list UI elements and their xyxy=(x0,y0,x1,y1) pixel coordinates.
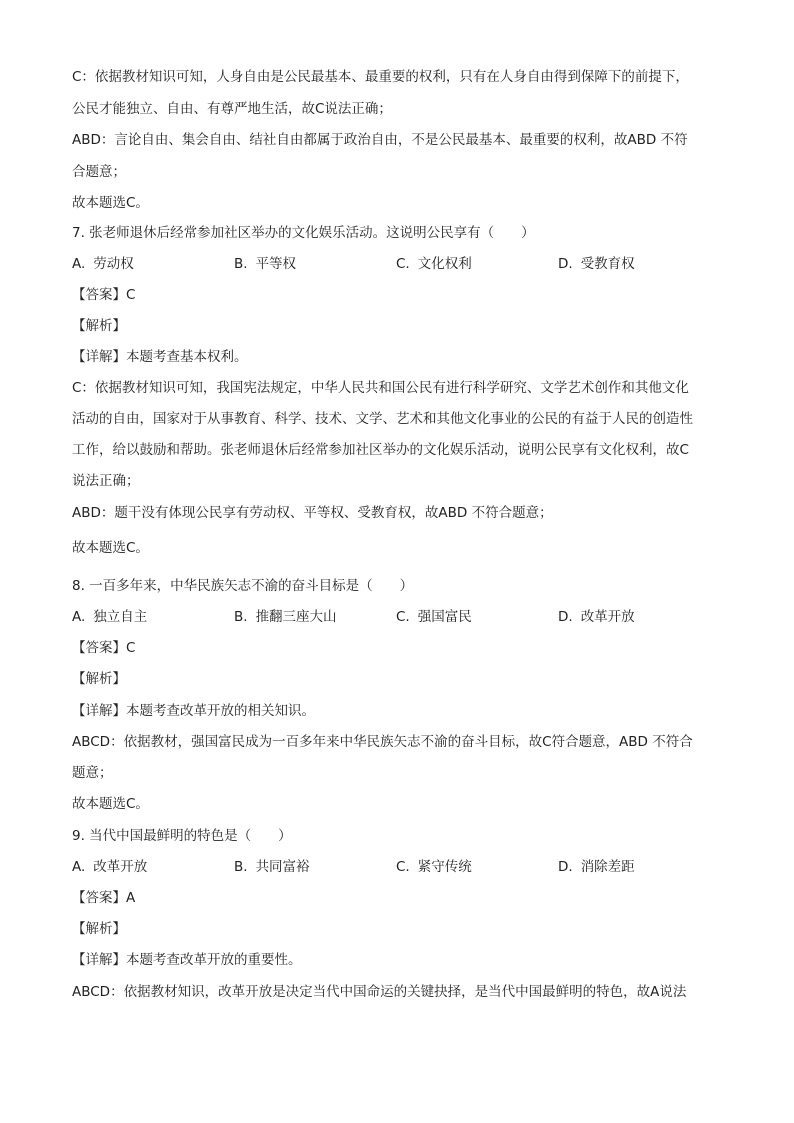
option-b: B. 平等权 xyxy=(234,256,297,272)
explain-line: 工作，给以鼓励和帮助。张老师退休后经常参加社区举办的文化娱乐活动，说明公民享有文化权利，故C xyxy=(72,442,689,458)
answer-value: A xyxy=(126,890,136,906)
detail-label: 【详解】 xyxy=(72,703,126,719)
text-line: 合题意； xyxy=(72,164,126,180)
option-b: B. 共同富裕 xyxy=(234,859,310,875)
detail-text: 本题考查基本权利。 xyxy=(126,349,248,365)
explain-line: 故本题选C。 xyxy=(72,540,149,556)
detail-line-8 xyxy=(72,702,315,720)
analysis-label-7: 【解析】 xyxy=(72,318,126,334)
question-stem-9: 9. 当代中国最鲜明的特色是（ ） xyxy=(72,828,292,844)
option-a: A. 改革开放 xyxy=(72,859,148,875)
detail-line-9 xyxy=(72,951,302,969)
answer-label: 【答案】 xyxy=(72,287,126,303)
analysis-label-8: 【解析】 xyxy=(72,671,126,687)
explain-line: 题意； xyxy=(72,765,113,781)
text-line: 公民才能独立、自由、有尊严地生活，故C说法正确； xyxy=(72,101,392,117)
option-a: A. 劳动权 xyxy=(72,256,134,272)
detail-line-7 xyxy=(72,348,248,366)
explain-line: C：依据教材知识可知，我国宪法规定，中华人民共和国公民有进行科学研究、文学艺术创作和其他文化 xyxy=(72,380,689,396)
option-a: A. 独立自主 xyxy=(72,609,148,625)
explain-line: 活动的自由，国家对于从事教育、科学、技术、文学、艺术和其他文化事业的公民的有益于人民的创造性 xyxy=(72,411,693,427)
answer-value: C xyxy=(126,640,136,656)
detail-label: 【详解】 xyxy=(72,349,126,365)
option-c: C. 紧守传统 xyxy=(396,859,472,875)
explain-line: ABD：题干没有体现公民享有劳动权、平等权、受教育权，故ABD 不符合题意； xyxy=(72,505,553,521)
text-line: ABD：言论自由、集会自由、结社自由都属于政治自由，不是公民最基本、最重要的权利，故ABD 不符 xyxy=(72,132,688,148)
explain-line: 故本题选C。 xyxy=(72,796,149,812)
options-row-9 xyxy=(72,858,732,876)
analysis-label-9: 【解析】 xyxy=(72,921,126,937)
option-c: C. 强国富民 xyxy=(396,609,472,625)
answer-line-7 xyxy=(72,286,135,304)
answer-line-9 xyxy=(72,889,135,907)
explain-line: ABCD：依据教材，强国富民成为一百多年来中华民族矢志不渝的奋斗目标，故C符合题意，ABD 不符合 xyxy=(72,734,693,750)
detail-text: 本题考查改革开放的重要性。 xyxy=(126,952,302,968)
answer-line-8 xyxy=(72,639,135,657)
answer-value: C xyxy=(126,287,136,303)
option-c: C. 文化权利 xyxy=(396,256,472,272)
text-line: C：依据教材知识可知，人身自由是公民最基本、最重要的权利，只有在人身自由得到保障下的前提下， xyxy=(72,69,689,85)
option-d: D. 受教育权 xyxy=(558,256,635,272)
answer-label: 【答案】 xyxy=(72,890,126,906)
option-b: B. 推翻三座大山 xyxy=(234,609,337,625)
options-row-8 xyxy=(72,608,732,626)
options-row-7 xyxy=(72,255,732,273)
detail-text: 本题考查改革开放的相关知识。 xyxy=(126,703,315,719)
question-stem-7: 7. 张老师退休后经常参加社区举办的文化娱乐活动。这说明公民享有（ ） xyxy=(72,225,535,241)
text-line: 故本题选C。 xyxy=(72,195,149,211)
option-d: D. 改革开放 xyxy=(558,609,635,625)
answer-label: 【答案】 xyxy=(72,640,126,656)
detail-label: 【详解】 xyxy=(72,952,126,968)
option-d: D. 消除差距 xyxy=(558,859,635,875)
explain-line: 说法正确； xyxy=(72,473,140,489)
explain-line: ABCD：依据教材知识，改革开放是决定当代中国命运的关键抉择，是当代中国最鲜明的特色，故A说法 xyxy=(72,984,687,1000)
question-stem-8: 8. 一百多年来，中华民族矢志不渝的奋斗目标是（ ） xyxy=(72,578,414,594)
